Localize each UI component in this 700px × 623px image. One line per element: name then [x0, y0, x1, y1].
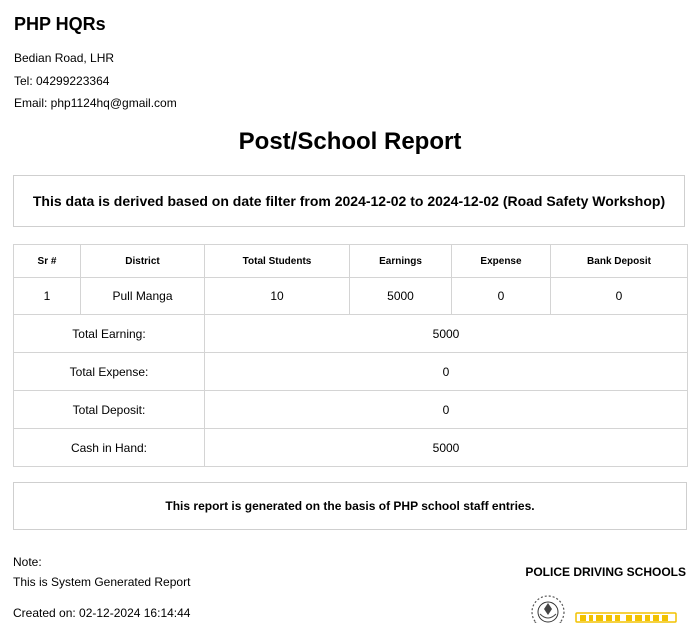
police-emblem-icon	[522, 592, 572, 623]
column-header-total-students: Total Students	[205, 245, 350, 278]
summary-label: Total Expense:	[14, 353, 205, 391]
created-on-timestamp: Created on: 02-12-2024 16:14:44	[13, 606, 191, 620]
table-header-row	[14, 245, 688, 278]
column-header-earnings: Earnings	[350, 245, 452, 278]
cell-expense: 0	[452, 278, 551, 315]
note-label: Note:	[13, 555, 42, 569]
system-generated-note: This is System Generated Report	[13, 575, 191, 589]
date-filter-banner	[13, 175, 685, 227]
organization-address: Bedian Road, LHR	[14, 51, 115, 65]
summary-row-total-earning	[14, 315, 688, 353]
summary-value: 0	[205, 391, 688, 429]
report-title: Post/School Report	[238, 128, 462, 155]
report-basis-text: This report is generated on the basis of PHP school staff entries.	[165, 499, 535, 513]
summary-value: 5000	[205, 429, 688, 467]
cell-total-students: 10	[205, 278, 350, 315]
date-filter-text: This data is derived based on date filter from 2024-12-02 to 2024-12-02 (Road Safety Workshop)	[32, 193, 666, 209]
highway-patrol-wordmark-icon	[574, 612, 684, 623]
summary-value: 0	[205, 353, 688, 391]
report-table	[13, 244, 688, 467]
column-header-district: District	[81, 245, 205, 278]
cell-earnings: 5000	[350, 278, 452, 315]
summary-row-total-deposit	[14, 391, 688, 429]
cell-sr: 1	[14, 278, 81, 315]
summary-label: Total Deposit:	[14, 391, 205, 429]
column-header-bank-deposit: Bank Deposit	[551, 245, 688, 278]
organization-email: Email: php1124hq@gmail.com	[14, 96, 177, 110]
column-header-sr: Sr #	[14, 245, 81, 278]
summary-label: Cash in Hand:	[14, 429, 205, 467]
cell-bank-deposit: 0	[551, 278, 688, 315]
summary-value: 5000	[205, 315, 688, 353]
column-header-expense: Expense	[452, 245, 551, 278]
summary-label: Total Earning:	[14, 315, 205, 353]
organization-name: PHP HQRs	[14, 14, 106, 34]
summary-row-cash-in-hand	[14, 429, 688, 467]
cell-district: Pull Manga	[81, 278, 205, 315]
summary-row-total-expense	[14, 353, 688, 391]
report-basis-banner	[13, 482, 687, 530]
organization-phone: Tel: 04299223364	[14, 74, 110, 88]
police-driving-schools-title: POLICE DRIVING SCHOOLS	[525, 565, 686, 579]
table-row	[14, 278, 688, 315]
